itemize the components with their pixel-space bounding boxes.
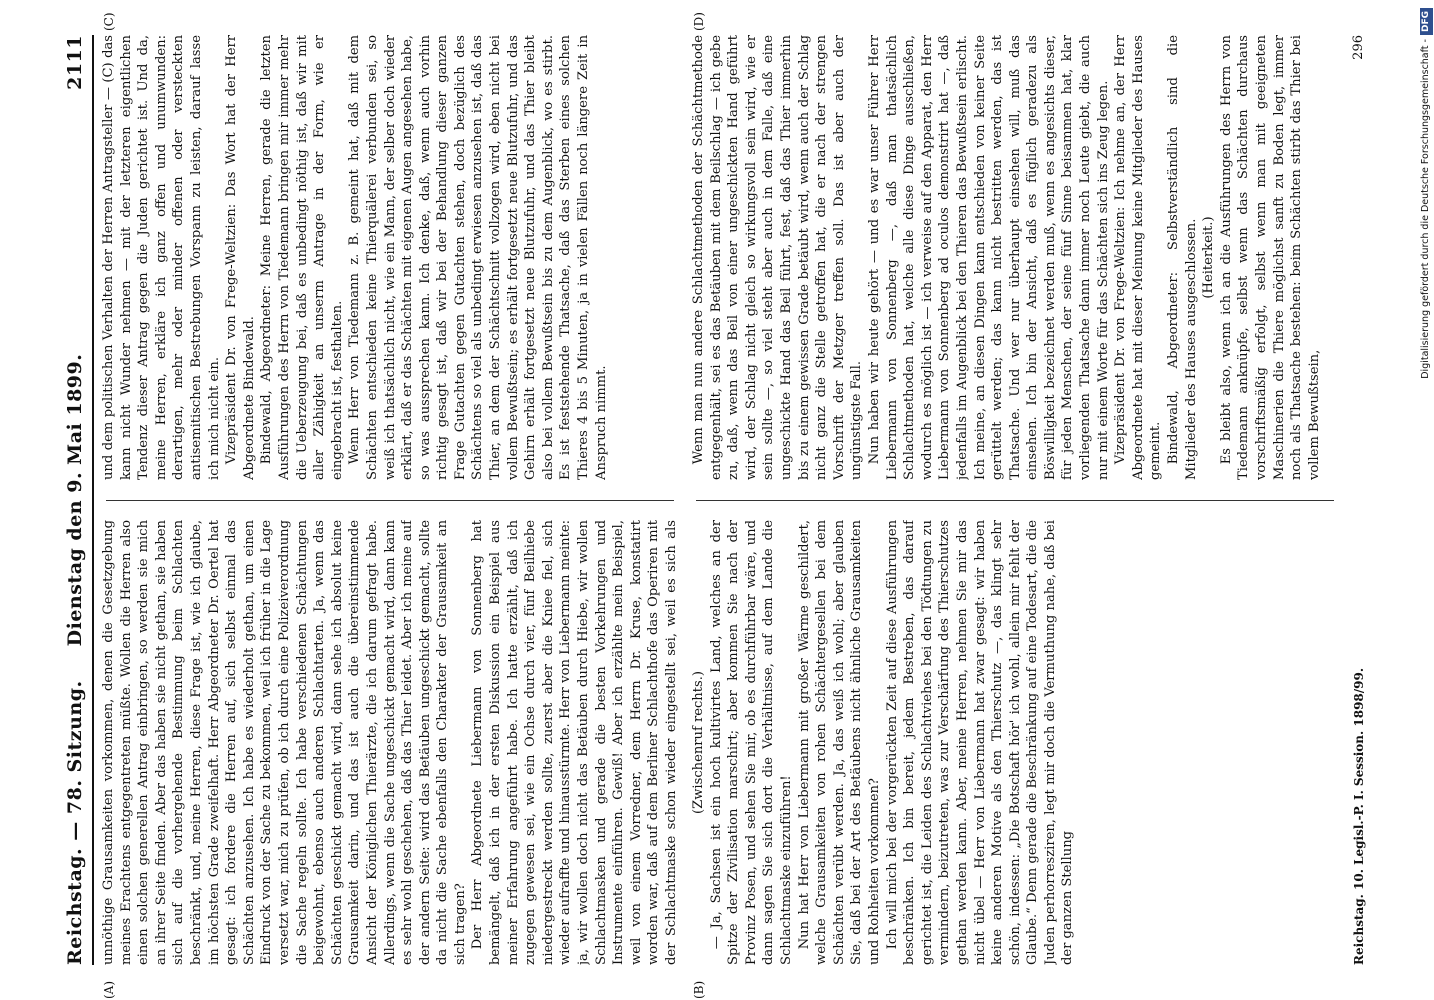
- paragraph: Der Herr Abgeordnete Liebermann von Sonnenberg hat bemängelt, daß ich in der ersten Diskussion ein Beispiel aus meiner Erfahrung angeführt habe. Ich hatte erzählt, daß ich zugegen gewesen sei, wie ein Ochse durch vier, fünf Beilhiebe niedergestreckt werden sollte, zuerst aber die Kniee fiel, sich wieder aufraffte und hinausstürmte. Herr von Liebermann meinte: ja, wir wollen doch nicht das Betäuben durch Hiebe, wir wollen Schlachtmasken und gerade die besten Vorkehrungen und Instrumente einführen. Gewiß! Aber ich erzählte mein Beispiel, weil von einem Vorredner, dem Herrn Dr. Kruse, konstatirt worden war, daß auf dem Berliner Schlachthofe das Operiren mit der Schlachtmaske schon wieder eingestellt sei, weil es sich als: [470, 520, 679, 965]
- paragraph: Vizepräsident Dr. von Frege-Weltzien: Ich nehme an, der Herr Abgeordnete hat mit dieser Meinung keine Mitglieder des Hauses gemeint.: [1113, 35, 1164, 480]
- paragraph: Bindewald, Abgeordneter: Selbstverständlich sind die Mitglieder des Hauses ausgeschlossen.: [1166, 35, 1199, 480]
- column-bottom-right: [690, 35, 1340, 480]
- header-page-number: 2111: [64, 35, 86, 90]
- paragraph: Wenn man nun andere Schlachtmethoden der Schächtmethode entgegenhält, sei es das Betäuben mit dem Beilschlag — ich gebe zu, daß, wenn das Beil von einer ungeschickten Hand geführt wird, der Schlag nicht gleich so wirkungsvoll sein wird, wie er sein sollte —, so viel steht aber auch in dem Falle, daß eine ungeschickte Hand das Beil führt, fest, daß das Thier immerhin bis zu einem gewissen Grade betäubt wird, wenn auch der Schlag nicht ganz die Stelle getroffen hat, die er nach der strengen Vorschrift der Metzger treffen soll. Das ist aber auch der ungünstigste Fall.: [691, 35, 865, 480]
- paragraph: Wenn Herr von Tiedemann z. B. gemeint hat, daß mit dem Schächten entschieden keine Thierquälerei verbunden sei, so weiß ich thatsächlich nicht, wie ein Mann, der selber doch wieder erklärt, daß er das Schächten mit eigenen Augen angesehen habe, so was aussprechen kann. Ich denke, daß, wenn auch vorhin richtig gesagt ist, daß wir bei der Behandlung dieser ganzen Frage Gutachten gegen Gutachten stehen, doch bezüglich des Schächtens so viel als unbedingt erwiesen anzusehen ist, daß das Thier, an dem der Schächtschnitt vollzogen wird, eben nicht bei vollem Bewußtsein; es erhält fortgesetzt neue Blutzufuhr, und das Gehirn erhält fortgesetzt neue Blutzufuhr, und das Thier bleibt also bei vollem Bewußtsein bis zu dem Augenblick, wo es stirbt. Es ist feststehende Thatsache, daß das Sterben eines solchen Thieres 4 bis 5 Minuten, ja in vielen Fällen noch längere Zeit in Anspruch nimmt.: [347, 35, 609, 480]
- footer-sheet-number: 296: [1351, 35, 1366, 60]
- paragraph: unnöthige Grausamkeiten vorkommen, denen die Gesetzgebung meines Erachtens entgegentreten müßte. Wollen die Herren also einen solchen generellen Antrag einbringen, so werden sie mich an ihrer Seite finden. Aber das haben sie nicht gethan, sie haben sich auf die vorhergehende Bestimmung beim Schlachten beschränkt, und, meine Herren, diese Frage ist, wie ich glaube, im höchsten Grade zweifelhaft. Herr Abgeordneter Dr. Oertel hat gesagt: ich fordere die Herren auf, sich selbst einmal das Schächten anzusehen. Ich habe es wiederholt gethan, um einen Eindruck von der Sache zu bekommen, weil ich früher in die Lage versetzt war, mich zu prüfen, ob ich durch eine Polizeiverordnung die Sache regeln sollte. Ich habe verschiedenen Schächtungen beigewohnt, ebenso auch anderen Schlachtarten. Ja, wenn das Schächten geschickt gemacht wird, dann sehe ich absolut keine Grausamkeit darin, und das ist auch die übereinstimmende Ansicht der Königlichen Thierärzte, die ich darum gefragt habe. Allerdings, wenn die Sache ungeschickt gemacht wird, dann kann es sehr wohl geschehen, daß das Thier leidet. Aber ich meine auf der andern Seite: wird das Betäuben ungeschickt gemacht, sollte da nicht die Sache ebenfalls den Charakter der Grausamkeit an sich tragen?: [101, 520, 468, 965]
- marker-a: (A): [102, 980, 116, 999]
- top-half: [100, 35, 680, 965]
- paragraph: Bindewald, Abgeordneter: Meine Herren, gerade die letzten Ausführungen des Herrn von Tiedemann bringen mir immer mehr die Ueberzeugung bei, daß es unbedingt nöthig ist, daß wir mit aller Zähigkeit an unserm Antrage in der Form, wie er eingebracht ist, festhalten.: [259, 35, 345, 480]
- marker-d: (D): [692, 12, 706, 31]
- paragraph: Vizepräsident Dr. von Frege-Weltzien: Das Wort hat der Herr Abgeordnete Bindewald.: [224, 35, 257, 480]
- header-date: Dienstag den 9. Mai 1899.: [64, 353, 86, 647]
- column-separator: [106, 500, 674, 501]
- paragraph: Ich will mich bei der vorgerückten Zeit auf diese Ausführungen beschränken. Ich bin bereit, jedem Bestreben, das darauf gerichtet ist, die Leiden des Schlachtviehes bei den Tödtungen zu vermindern, beizutreten, was zur Verschärfung des Thierschutzes gethan werden kann. Aber, meine Herren, nehmen Sie mir das nicht übel — Herr von Liebermann hat zwar gesagt: wir haben keine anderen Motive als den Thierschutz —, das klingt sehr schön, indessen: „Die Botschaft hör' ich wohl, allein mir fehlt der Glaube.“ Denn gerade die Beschränkung auf eine Todesart, die die Juden perhorresziren, legt mir doch die Vermuthung nahe, daß bei der ganzen Stellung: [884, 520, 1076, 965]
- newspaper-page: [58, 12, 1372, 999]
- dfg-logo: DFG: [1420, 8, 1433, 35]
- column-separator: [696, 500, 1334, 501]
- paragraph: Nun haben wir heute gehört — und es war unser Führer Herr Liebermann von Sonnenberg —, daß man thatsächlich Schlachtmethoden hat, welche alle diese Dinge ausschließen, wodurch es möglich ist — ich verweise auf den Apparat, den Herr Liebermann von Sonnenberg ad oculos demonstrirt hat —, daß jedenfalls im Augenblick bei den Thieren das Bewußtsein erlischt. Ich meine, an diesen Dingen kann entschieden von keiner Seite gerüttelt werden; das kann nicht bestritten werden, das ist Thatsache. Und wer nur überhaupt einsehen will, muß das einsehen. Ich bin der Ansicht, daß es füglich geradezu als Böswilligkeit bezeichnet werden muß, wenn es angesichts dieser, für jeden Menschen, der seine fünf Sinne beisammen hat, klar vorliegenden Thatsache dann immer noch Leute giebt, die auch nur mit einem Worte für das Schächten sich ins Zeug legen.: [866, 35, 1111, 480]
- funding-credit-text: Digitalisierung gefördert durch die Deutsche Forschungsgemeinschaft -: [1420, 39, 1431, 379]
- column-top-right: [100, 35, 680, 480]
- page-footer: [1348, 35, 1370, 965]
- bottom-half: [690, 35, 1340, 965]
- paragraph: Nun hat Herr von Liebermann mit großer Wärme geschildert, welche Grausamkeiten von rohen Schächtergesellen bei dem Schächten verübt werden. Ja, das weiß ich wohl; aber glauben Sie, daß bei der Art des Betäubens nicht ähnliche Grausamkeiten und Rohheiten vorkommen?: [796, 520, 882, 965]
- marker-b: (B): [692, 980, 706, 999]
- funding-credit: [1418, 0, 1434, 1000]
- marker-c: (C): [102, 12, 116, 31]
- column-top-left: [100, 520, 680, 965]
- header-session: Reichstag. — 78. Sitzung.: [64, 680, 86, 965]
- paragraph: — Ja, Sachsen ist ein hoch kultivirtes Land, welches an der Spitze der Zivilisation marschirt; aber kommen Sie nach der Provinz Posen, und sehen Sie mir, ob es durchführbar wäre, und dann sagen Sie sich dort die Verhältnisse, auf dem Lande die Schlachtmaske einzuführen!: [708, 520, 794, 965]
- paragraph: und dem politischen Verhalten der Herren Antragsteller — (C) das kann nicht Wunder nehmen — mit der letzteren eigentlichen Tendenz dieser Antrag gegen die Juden gerichtet ist. Und da, meine Herren, erkläre ich ganz offen und unumwunden: derartigen, mehr oder minder offenen oder versteckten antisemitischen Bestrebungen Vorspann zu leisten, darauf lasse ich mich nicht ein.: [101, 35, 222, 480]
- paragraph: Es bleibt also, wenn ich an die Ausführungen des Herrn von Tiedemann anknüpfe, selbst wenn das Schächten durchaus vorschriftsmäßig erfolgt, selbst wenn man mit geeigneten Maschinerien die Thiere möglichst sanft zu Boden legt, immer noch als Thatsache bestehen: beim Schächten stirbt das Thier bei vollem Bewußtsein,: [1218, 35, 1322, 480]
- page-header: [58, 35, 94, 965]
- stage-direction: (Heiterkeit.): [1201, 216, 1217, 299]
- footer-legislature: Reichstag. 10. Legisl.-P. I. Session. 1898/99.: [1352, 667, 1366, 965]
- column-bottom-left: [690, 520, 1340, 965]
- stage-direction: (Zwischenruf rechts.): [691, 671, 706, 814]
- header-rule: [92, 35, 94, 965]
